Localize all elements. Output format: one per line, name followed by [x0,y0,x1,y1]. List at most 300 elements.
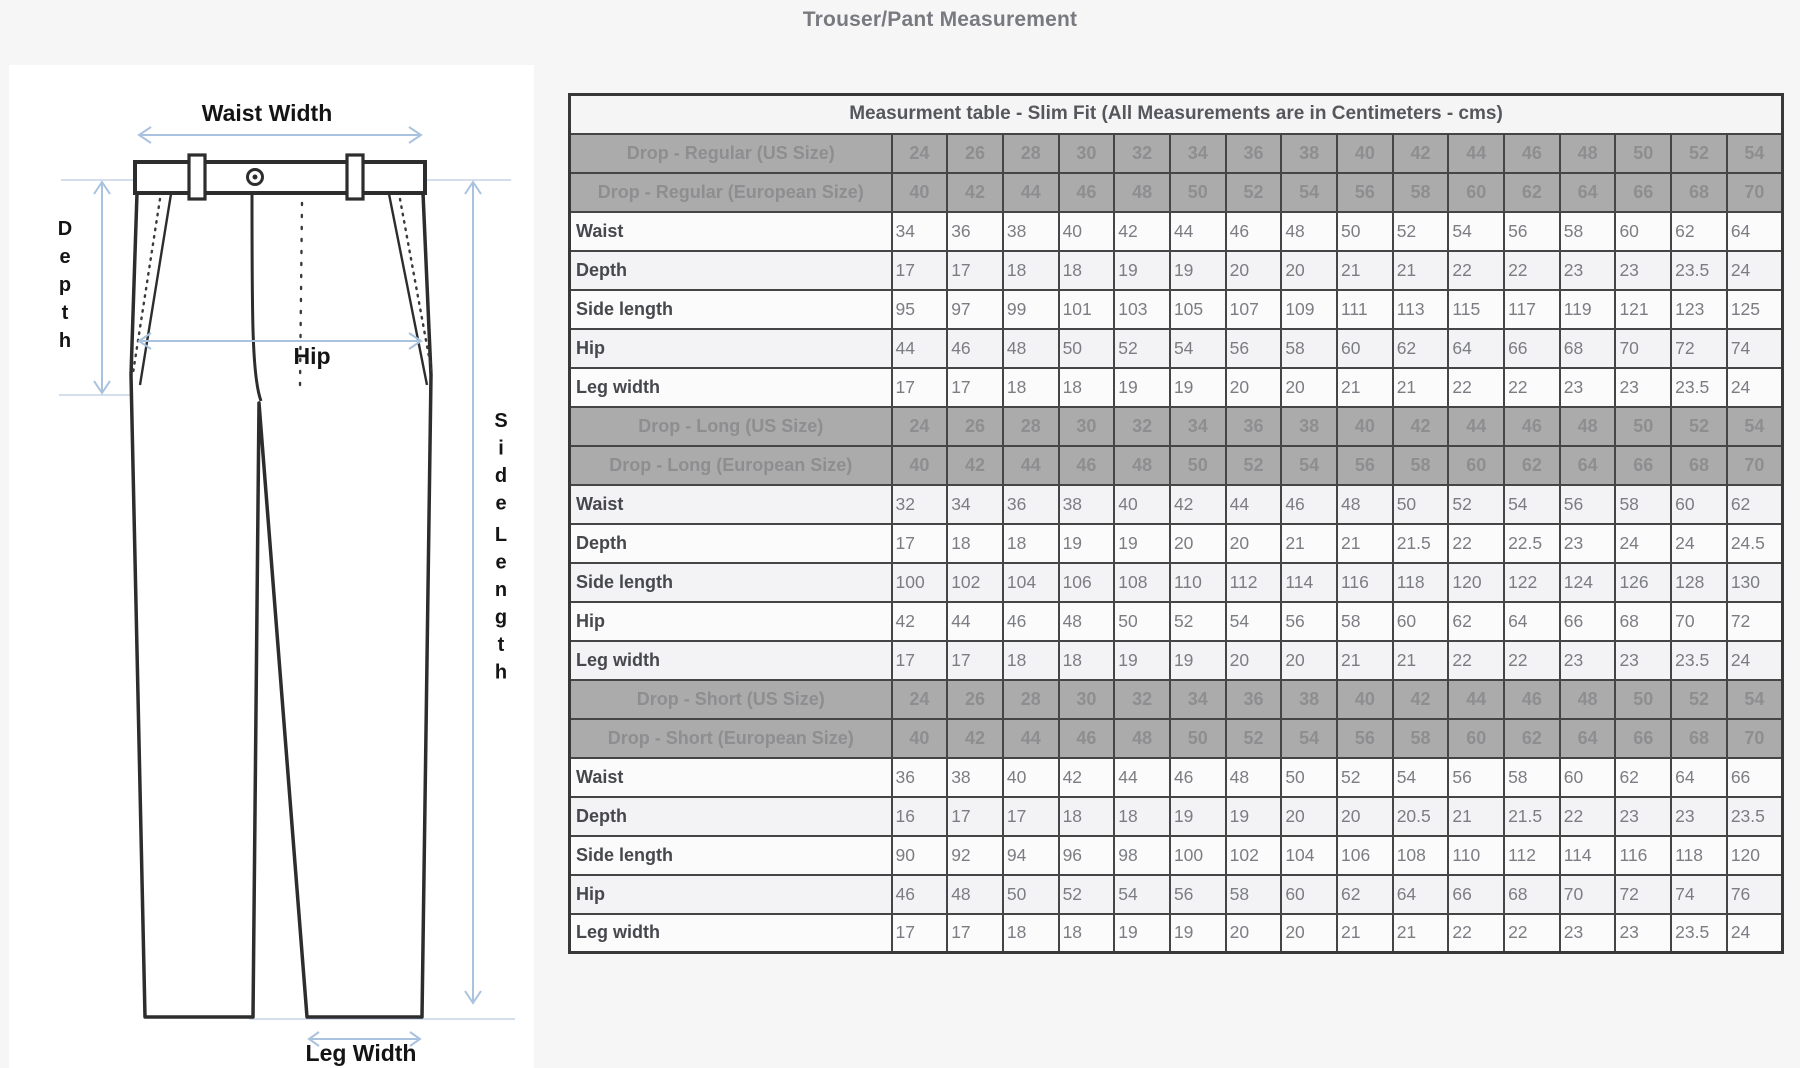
value-cell: 17 [892,914,948,953]
header-size-cell: 48 [1114,719,1170,758]
right-belt-loop [347,155,363,199]
value-cell: 23 [1560,524,1616,563]
value-cell: 130 [1727,563,1783,602]
header-size-cell: 50 [1615,680,1671,719]
value-cell: 114 [1281,563,1337,602]
value-cell: 22 [1448,524,1504,563]
value-cell: 100 [1170,836,1226,875]
value-cell: 21 [1393,368,1449,407]
value-cell: 38 [947,758,1003,797]
header-size-cell: 24 [892,407,948,446]
value-cell: 108 [1393,836,1449,875]
header-size-cell: 62 [1504,173,1560,212]
value-cell: 24 [1615,524,1671,563]
value-cell: 50 [1393,485,1449,524]
value-cell: 56 [1281,602,1337,641]
value-cell: 112 [1226,563,1282,602]
value-cell: 54 [1170,329,1226,368]
value-cell: 46 [892,875,948,914]
header-size-cell: 44 [1003,446,1059,485]
value-cell: 21 [1337,524,1393,563]
row-label-cell: Depth [570,524,892,563]
header-size-cell: 46 [1059,173,1115,212]
value-cell: 70 [1560,875,1616,914]
header-label-cell: Drop - Short (European Size) [570,719,892,758]
value-cell: 21 [1281,524,1337,563]
header-size-cell: 66 [1615,446,1671,485]
value-cell: 46 [947,329,1003,368]
header-size-cell: 68 [1671,173,1727,212]
value-cell: 42 [1059,758,1115,797]
header-size-cell: 54 [1727,134,1783,173]
header-size-cell: 34 [1170,680,1226,719]
header-size-cell: 52 [1226,446,1282,485]
header-size-cell: 34 [1170,407,1226,446]
value-cell: 60 [1560,758,1616,797]
header-label-cell: Drop - Long (European Size) [570,446,892,485]
header-size-cell: 54 [1727,407,1783,446]
value-cell: 54 [1114,875,1170,914]
header-size-cell: 52 [1226,719,1282,758]
value-cell: 62 [1448,602,1504,641]
row-label-cell: Side length [570,563,892,602]
value-cell: 52 [1170,602,1226,641]
header-size-cell: 68 [1671,446,1727,485]
row-label-cell: Leg width [570,641,892,680]
header-size-cell: 40 [892,719,948,758]
row-label-cell: Waist [570,212,892,251]
value-cell: 56 [1504,212,1560,251]
value-cell: 23 [1560,641,1616,680]
measurement-row [570,797,1783,836]
eu-size-header-row [570,446,1783,485]
header-label-cell: Drop - Regular (US Size) [570,134,892,173]
value-cell: 105 [1170,290,1226,329]
value-cell: 66 [1727,758,1783,797]
measurement-row [570,875,1783,914]
waist-width-arrow [139,127,421,143]
value-cell: 17 [947,914,1003,953]
value-cell: 119 [1560,290,1616,329]
value-cell: 106 [1337,836,1393,875]
value-cell: 70 [1671,602,1727,641]
header-size-cell: 40 [1337,134,1393,173]
value-cell: 24 [1727,914,1783,953]
value-cell: 40 [1114,485,1170,524]
value-cell: 66 [1448,875,1504,914]
value-cell: 40 [1003,758,1059,797]
value-cell: 16 [892,797,948,836]
header-size-cell: 48 [1560,680,1616,719]
value-cell: 19 [1170,251,1226,290]
header-size-cell: 56 [1337,173,1393,212]
value-cell: 21.5 [1504,797,1560,836]
value-cell: 18 [1003,524,1059,563]
value-cell: 18 [1003,641,1059,680]
value-cell: 42 [1170,485,1226,524]
value-cell: 24 [1727,641,1783,680]
side-length-arrow [465,182,481,1003]
header-size-cell: 52 [1671,680,1727,719]
value-cell: 19 [1114,251,1170,290]
value-cell: 18 [1059,797,1115,836]
value-cell: 23 [1671,797,1727,836]
value-cell: 36 [1003,485,1059,524]
hip-label: Hip [293,343,331,369]
value-cell: 90 [892,836,948,875]
header-size-cell: 64 [1560,173,1616,212]
value-cell: 126 [1615,563,1671,602]
value-cell: 23.5 [1671,914,1727,953]
header-size-cell: 40 [892,446,948,485]
measurement-row [570,290,1783,329]
header-size-cell: 30 [1059,134,1115,173]
measurement-row [570,758,1783,797]
value-cell: 117 [1504,290,1560,329]
header-size-cell: 64 [1560,446,1616,485]
value-cell: 62 [1393,329,1449,368]
header-size-cell: 54 [1281,719,1337,758]
header-size-cell: 68 [1671,719,1727,758]
row-label-cell: Waist [570,758,892,797]
value-cell: 18 [1059,251,1115,290]
value-cell: 20 [1226,251,1282,290]
value-cell: 23 [1615,368,1671,407]
value-cell: 97 [947,290,1003,329]
header-size-cell: 70 [1727,719,1783,758]
header-size-cell: 36 [1226,680,1282,719]
value-cell: 22 [1504,914,1560,953]
value-cell: 58 [1337,602,1393,641]
value-cell: 19 [1170,368,1226,407]
value-cell: 36 [892,758,948,797]
value-cell: 17 [947,251,1003,290]
table-caption: Measurment table - Slim Fit (All Measurements are in Centimeters - cms) [570,95,1783,134]
value-cell: 112 [1504,836,1560,875]
header-size-cell: 62 [1504,719,1560,758]
header-size-cell: 54 [1281,173,1337,212]
value-cell: 21 [1337,641,1393,680]
value-cell: 52 [1059,875,1115,914]
value-cell: 56 [1226,329,1282,368]
row-label-cell: Leg width [570,914,892,953]
header-size-cell: 46 [1059,719,1115,758]
value-cell: 60 [1281,875,1337,914]
value-cell: 46 [1003,602,1059,641]
measurement-row [570,212,1783,251]
row-label-cell: Hip [570,602,892,641]
header-size-cell: 44 [1448,407,1504,446]
value-cell: 60 [1615,212,1671,251]
value-cell: 108 [1114,563,1170,602]
header-size-cell: 38 [1281,134,1337,173]
header-size-cell: 46 [1504,134,1560,173]
value-cell: 21 [1393,251,1449,290]
value-cell: 58 [1560,212,1616,251]
value-cell: 109 [1281,290,1337,329]
value-cell: 22.5 [1504,524,1560,563]
value-cell: 17 [947,797,1003,836]
value-cell: 114 [1560,836,1616,875]
value-cell: 18 [947,524,1003,563]
header-size-cell: 56 [1337,719,1393,758]
value-cell: 60 [1393,602,1449,641]
trouser-diagram-panel [9,65,534,1068]
value-cell: 38 [1003,212,1059,251]
value-cell: 58 [1504,758,1560,797]
value-cell: 54 [1448,212,1504,251]
value-cell: 17 [892,251,948,290]
header-size-cell: 54 [1727,680,1783,719]
value-cell: 44 [892,329,948,368]
row-label-cell: Depth [570,251,892,290]
measurement-row [570,836,1783,875]
row-label-cell: Waist [570,485,892,524]
header-size-cell: 58 [1393,446,1449,485]
header-size-cell: 62 [1504,446,1560,485]
measurement-row [570,251,1783,290]
value-cell: 54 [1226,602,1282,641]
value-cell: 99 [1003,290,1059,329]
value-cell: 24.5 [1727,524,1783,563]
value-cell: 74 [1727,329,1783,368]
value-cell: 104 [1003,563,1059,602]
trouser-outline [131,193,431,1017]
value-cell: 18 [1059,641,1115,680]
header-size-cell: 52 [1226,173,1282,212]
value-cell: 19 [1114,641,1170,680]
header-size-cell: 50 [1170,719,1226,758]
value-cell: 48 [1003,329,1059,368]
value-cell: 23 [1560,251,1616,290]
value-cell: 100 [892,563,948,602]
value-cell: 44 [947,602,1003,641]
value-cell: 34 [892,212,948,251]
value-cell: 58 [1615,485,1671,524]
measurement-row [570,368,1783,407]
header-size-cell: 48 [1114,446,1170,485]
depth-label: D e p t h [57,218,73,352]
waist-button-dot [253,175,258,180]
trouser-measurement-diagram [9,65,534,1068]
value-cell: 74 [1671,875,1727,914]
value-cell: 22 [1504,641,1560,680]
value-cell: 20 [1226,641,1282,680]
value-cell: 22 [1448,251,1504,290]
value-cell: 70 [1615,329,1671,368]
value-cell: 68 [1504,875,1560,914]
value-cell: 92 [947,836,1003,875]
header-size-cell: 34 [1170,134,1226,173]
value-cell: 17 [892,641,948,680]
header-size-cell: 36 [1226,134,1282,173]
header-size-cell: 46 [1504,407,1560,446]
measurement-row [570,524,1783,563]
header-size-cell: 32 [1114,680,1170,719]
header-size-cell: 24 [892,134,948,173]
value-cell: 111 [1337,290,1393,329]
leg-width-label: Leg Width [305,1040,417,1066]
header-size-cell: 38 [1281,407,1337,446]
value-cell: 56 [1560,485,1616,524]
measurement-row [570,914,1783,953]
header-size-cell: 66 [1615,719,1671,758]
header-size-cell: 58 [1393,173,1449,212]
value-cell: 56 [1448,758,1504,797]
measurement-row [570,329,1783,368]
header-size-cell: 50 [1615,134,1671,173]
header-size-cell: 30 [1059,680,1115,719]
value-cell: 22 [1448,641,1504,680]
value-cell: 17 [892,368,948,407]
value-cell: 20 [1281,251,1337,290]
value-cell: 106 [1059,563,1115,602]
value-cell: 120 [1727,836,1783,875]
header-size-cell: 24 [892,680,948,719]
value-cell: 64 [1727,212,1783,251]
side-length-label: S i d e L e n g t h [494,410,508,684]
value-cell: 102 [947,563,1003,602]
value-cell: 68 [1560,329,1616,368]
value-cell: 121 [1615,290,1671,329]
header-size-cell: 56 [1337,446,1393,485]
value-cell: 19 [1170,797,1226,836]
value-cell: 23 [1560,914,1616,953]
header-size-cell: 44 [1448,134,1504,173]
value-cell: 104 [1281,836,1337,875]
value-cell: 58 [1226,875,1282,914]
row-label-cell: Depth [570,797,892,836]
header-size-cell: 42 [1393,134,1449,173]
value-cell: 123 [1671,290,1727,329]
value-cell: 103 [1114,290,1170,329]
value-cell: 44 [1170,212,1226,251]
header-size-cell: 50 [1170,173,1226,212]
value-cell: 18 [1003,914,1059,953]
value-cell: 18 [1003,251,1059,290]
value-cell: 19 [1114,524,1170,563]
row-label-cell: Hip [570,875,892,914]
header-size-cell: 60 [1448,173,1504,212]
measurement-row [570,641,1783,680]
value-cell: 46 [1226,212,1282,251]
value-cell: 22 [1448,914,1504,953]
value-cell: 118 [1393,563,1449,602]
value-cell: 50 [1114,602,1170,641]
value-cell: 64 [1448,329,1504,368]
row-label-cell: Hip [570,329,892,368]
value-cell: 22 [1504,368,1560,407]
header-size-cell: 64 [1560,719,1616,758]
value-cell: 52 [1448,485,1504,524]
measurement-row [570,563,1783,602]
header-size-cell: 50 [1615,407,1671,446]
header-size-cell: 26 [947,680,1003,719]
value-cell: 22 [1448,368,1504,407]
value-cell: 46 [1281,485,1337,524]
value-cell: 62 [1671,212,1727,251]
value-cell: 23.5 [1671,251,1727,290]
table-caption-row [570,95,1783,134]
value-cell: 62 [1615,758,1671,797]
header-size-cell: 46 [1504,680,1560,719]
header-size-cell: 52 [1671,407,1727,446]
header-size-cell: 42 [1393,680,1449,719]
header-size-cell: 42 [1393,407,1449,446]
value-cell: 66 [1560,602,1616,641]
value-cell: 50 [1059,329,1115,368]
page-title: Trouser/Pant Measurement [802,8,1078,31]
value-cell: 20 [1281,368,1337,407]
value-cell: 125 [1727,290,1783,329]
value-cell: 21 [1337,368,1393,407]
value-cell: 34 [947,485,1003,524]
header-size-cell: 40 [1337,407,1393,446]
value-cell: 19 [1170,641,1226,680]
header-size-cell: 40 [1337,680,1393,719]
header-size-cell: 48 [1114,173,1170,212]
value-cell: 56 [1170,875,1226,914]
value-cell: 62 [1727,485,1783,524]
value-cell: 20 [1226,368,1282,407]
header-size-cell: 50 [1170,446,1226,485]
value-cell: 48 [1226,758,1282,797]
header-size-cell: 26 [947,134,1003,173]
value-cell: 17 [947,641,1003,680]
header-size-cell: 46 [1059,446,1115,485]
value-cell: 42 [1114,212,1170,251]
us-size-header-row [570,134,1783,173]
value-cell: 54 [1393,758,1449,797]
value-cell: 60 [1337,329,1393,368]
header-size-cell: 48 [1560,407,1616,446]
header-size-cell: 28 [1003,134,1059,173]
header-size-cell: 38 [1281,680,1337,719]
value-cell: 20 [1281,641,1337,680]
value-cell: 23 [1615,251,1671,290]
value-cell: 50 [1281,758,1337,797]
header-size-cell: 44 [1448,680,1504,719]
value-cell: 120 [1448,563,1504,602]
value-cell: 23 [1615,914,1671,953]
value-cell: 76 [1727,875,1783,914]
header-size-cell: 42 [947,446,1003,485]
left-belt-loop [189,155,205,199]
eu-size-header-row [570,173,1783,212]
value-cell: 19 [1226,797,1282,836]
header-size-cell: 40 [892,173,948,212]
header-size-cell: 54 [1281,446,1337,485]
value-cell: 36 [947,212,1003,251]
value-cell: 20 [1170,524,1226,563]
value-cell: 18 [1059,914,1115,953]
row-label-cell: Side length [570,290,892,329]
value-cell: 50 [1003,875,1059,914]
value-cell: 23 [1615,797,1671,836]
value-cell: 18 [1059,368,1115,407]
header-size-cell: 32 [1114,407,1170,446]
value-cell: 118 [1671,836,1727,875]
value-cell: 21 [1337,914,1393,953]
value-cell: 21 [1337,251,1393,290]
depth-arrow [94,182,110,393]
header-size-cell: 32 [1114,134,1170,173]
value-cell: 128 [1671,563,1727,602]
header-size-cell: 48 [1560,134,1616,173]
header-size-cell: 28 [1003,407,1059,446]
value-cell: 124 [1560,563,1616,602]
value-cell: 18 [1114,797,1170,836]
